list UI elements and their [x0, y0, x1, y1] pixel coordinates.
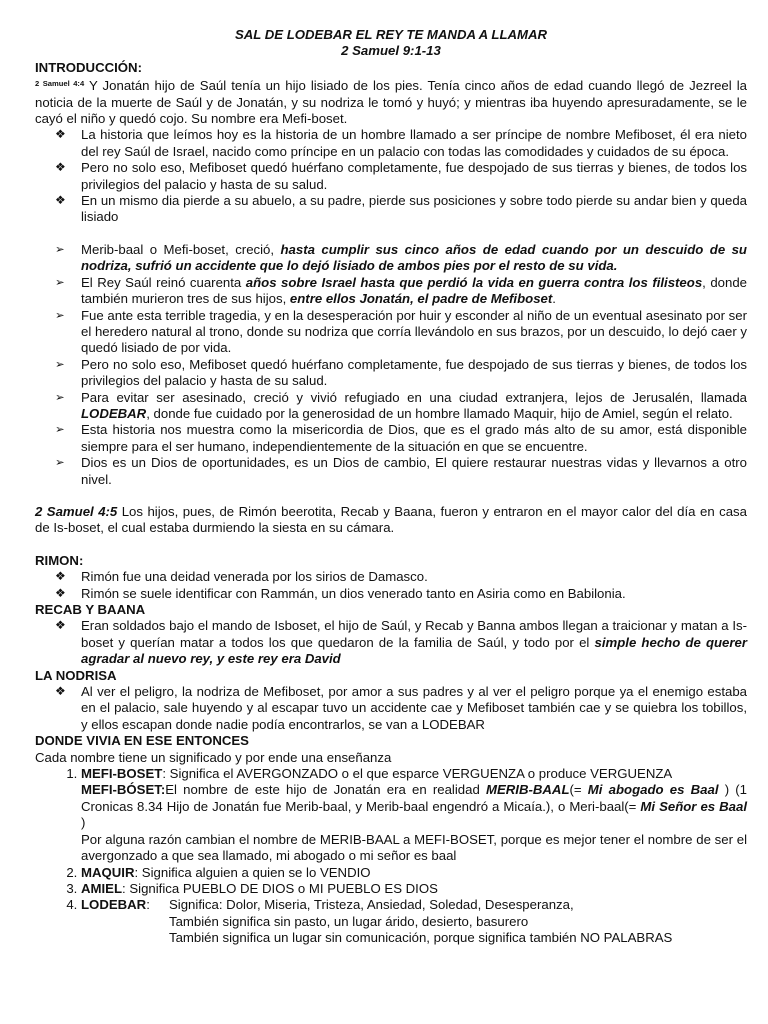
rimon-list: [35, 569, 747, 602]
recab-heading: RECAB Y BAANA: [35, 602, 146, 617]
text-run: , donde también murieron tres de sus hijos,: [81, 274, 747, 307]
text-run: El Rey Saúl reinó cuarenta: [81, 274, 246, 290]
list-item: ➢ Esta historia nos muestra como la misericordia de Dios, que es el grado más alto de su amor, está disponible siempre para el ser humano, independientemente de la situación en que se encuentre.: [81, 422, 747, 455]
emphasis-text: Mi Señor es Baal: [640, 798, 747, 814]
recab-list: [35, 618, 747, 667]
list-item: ❖ Al ver el peligro, la nodriza de Mefiboset, por amor a sus padres y al ver el peligro porque ya el enemigo estaba en el palacio, sale huyendo y al escapar tuvo un accidente cae y Mefiboset también cae y se quiebra los tobillos, y ellos escapan donde nadie podía encontrarlos, se van a LODEBAR: [81, 684, 747, 733]
text-run: También significa sin pasto, un lugar árido, desierto, basurero: [169, 913, 529, 929]
list-item: [81, 618, 747, 667]
text-run: Merib-baal o Mefi-boset, creció,: [81, 241, 281, 257]
document-subtitle: 2 Samuel 9:1-13: [341, 43, 441, 59]
donde-subtitle: Cada nombre tiene un significado y por ende una enseñanza: [35, 749, 392, 765]
text-run: Para evitar ser asesinado, creció y vivió refugiado en una ciudad extranjera, lejos de Jerusalén, llamada: [81, 389, 747, 405]
emphasis-text: Mi abogado es Baal: [587, 782, 719, 798]
list-item: ❖ Pero no solo eso, Mefiboset quedó huérfano completamente, fue despojado de sus tierras y bienes, de todos los privilegios del palacio y hasta de su salud.: [81, 160, 747, 193]
list-item: [81, 865, 747, 881]
text-run: .: [552, 291, 556, 307]
text-run: : Significa el AVERGONZADO o el que esparce VERGUENZA o produce VERGUENZA: [162, 766, 673, 782]
list-item: [81, 275, 747, 308]
nodriza-heading: LA NODRISA: [35, 667, 117, 683]
text-run: : Significa PUEBLO DE DIOS o MI PUEBLO ES DIOS: [122, 880, 438, 896]
names-list: [35, 766, 747, 946]
text-run: (=: [569, 782, 588, 798]
list-item: ➢ Fue ante esta terrible tragedia, y en la desesperación por huir y esconder al niño de un eventual asesinato por ser el heredero natural al trono, donde su nodriza que corría llevándolo en sus brazos, por un descuido, lo dejó caer y quedó lisiado de por vida.: [81, 308, 747, 357]
document-title: SAL DE LODEBAR EL REY TE MANDA A LLAMAR: [234, 27, 548, 42]
list-item: [81, 881, 747, 897]
samuel-paragraph: [35, 504, 747, 537]
text-run: :: [146, 897, 150, 913]
term: MEFI-BOSET: [81, 766, 163, 782]
arrow-list: [35, 242, 747, 488]
term: LODEBAR: [81, 897, 147, 913]
emphasis-text: años sobre Israel hasta que perdió la vida en guerra contra los filisteos: [245, 274, 703, 290]
text-run: Significa: Dolor, Miseria, Tristeza, Ansiedad, Soledad, Desesperanza,: [169, 897, 574, 913]
term: MAQUIR: [81, 864, 135, 880]
emphasis-text: entre ellos Jonatán, el padre de Mefiboset: [289, 291, 553, 307]
list-item: [81, 242, 747, 275]
verse-ref: 2 Samuel 4:5: [35, 503, 118, 519]
text-run: Por alguna razón cambian el nombre de MERIB-BAAL a MEFI-BOSET, porque es mejor tener el nombre de ser el avergonzado a que sea llamado, mi abogado o mi señor es baal: [81, 831, 747, 864]
intro-text: Y Jonatán hijo de Saúl tenía un hijo lisiado de los pies. Tenía cinco años de edad cuando llegó de Jezreel la noticia de la muerte de Saúl y de Jonatán, y su nodriza le tomó y huyó; y mientras iba huyendo apresuradamente, se le cayó el niño y quedó cojo. Su nombre era Mefi-boset.: [35, 78, 747, 127]
list-item: [81, 390, 747, 423]
list-item: ➢ Dios es un Dios de oportunidades, es un Dios de cambio, El quiere restaurar nuestras vidas y llevarnos a otro nivel.: [81, 455, 747, 488]
document-page: [35, 27, 747, 947]
list-item: ❖ Rimón fue una deidad venerada por los sirios de Damasco.: [81, 569, 747, 585]
spacer: [35, 537, 747, 553]
intro-bullet-list: [35, 127, 747, 225]
text-run: Eran soldados bajo el mando de Isboset, el hijo de Saúl, y Recab y Banna ambos llegan a traicionar y matan a Is-boset y querían matar a todos los que quedaron de la familia de Saúl, y todo por el: [81, 618, 747, 650]
rimon-heading: RIMON:: [35, 552, 84, 568]
list-item: [81, 766, 747, 864]
term: AMIEL: [81, 880, 123, 896]
intro-paragraph: [35, 76, 747, 127]
term: MEFI-BÓSET:: [81, 782, 166, 798]
samuel-text: Los hijos, pues, de Rimón beerotita, Recab y Baana, fueron y entraron en el mayor calor del día en casa de Is-boset, el cual estaba durmiendo la siesta en su cámara.: [35, 503, 747, 536]
spacer: [35, 226, 747, 242]
text-run: : Significa alguien a quien se lo VENDIO: [134, 864, 371, 880]
text-run: ) (1 Cronicas 8.34 Hijo de Jonatán fue Merib-baal, y Merib-baal engendró a Micaía.), o Meri-baal(=: [81, 782, 747, 814]
text-run: , donde fue cuidado por la generosidad de un hombre llamado Maquir, hijo de Amiel, según el relato.: [146, 405, 733, 421]
emphasis-text: LODEBAR: [81, 405, 147, 421]
list-item: ❖ La historia que leímos hoy es la historia de un hombre llamado a ser príncipe de nombre Mefiboset, él era nieto del rey Saúl de Israel, nacido como príncipe en un palacio con todas las comodidades y cuidados de su época.: [81, 127, 747, 160]
intro-heading: INTRODUCCIÓN:: [35, 59, 142, 75]
text-run: ): [81, 815, 86, 831]
spacer: [35, 488, 747, 504]
text-run: El nombre de este hijo de Jonatán era en realidad: [165, 782, 486, 798]
emphasis-text: simple hecho de querer agradar al nuevo rey, y este rey era David: [81, 634, 747, 667]
nodriza-list: [35, 684, 747, 733]
donde-heading: DONDE VIVIA EN ESE ENTONCES: [35, 733, 249, 749]
list-item: ❖ En un mismo dia pierde a su abuelo, a su padre, pierde sus posiciones y sobre todo pierde su andar bien y queda lisiado: [81, 193, 747, 226]
list-item: ➢ Pero no solo eso, Mefiboset quedó huérfano completamente, fue despojado de sus tierras y bienes, de todos los privilegios del palacio y hasta de su salud.: [81, 357, 747, 390]
emphasis-text: hasta cumplir sus cinco años de edad cuando por un descuido de su nodriza, sufrió un accidente que lo dejó lisiado de ambos pies por el resto de su vida.: [81, 241, 747, 274]
emphasis-text: MERIB-BAAL: [485, 782, 570, 798]
text-run: También significa un lugar sin comunicación, porque significa también NO PALABRAS: [169, 930, 673, 946]
intro-verse-ref: 2 Samuel 4:4: [35, 79, 85, 89]
list-item: [81, 897, 747, 946]
list-item: ❖ Rimón se suele identificar con Rammán, un dios venerado tanto en Asiria como en Babilonia.: [81, 586, 747, 602]
